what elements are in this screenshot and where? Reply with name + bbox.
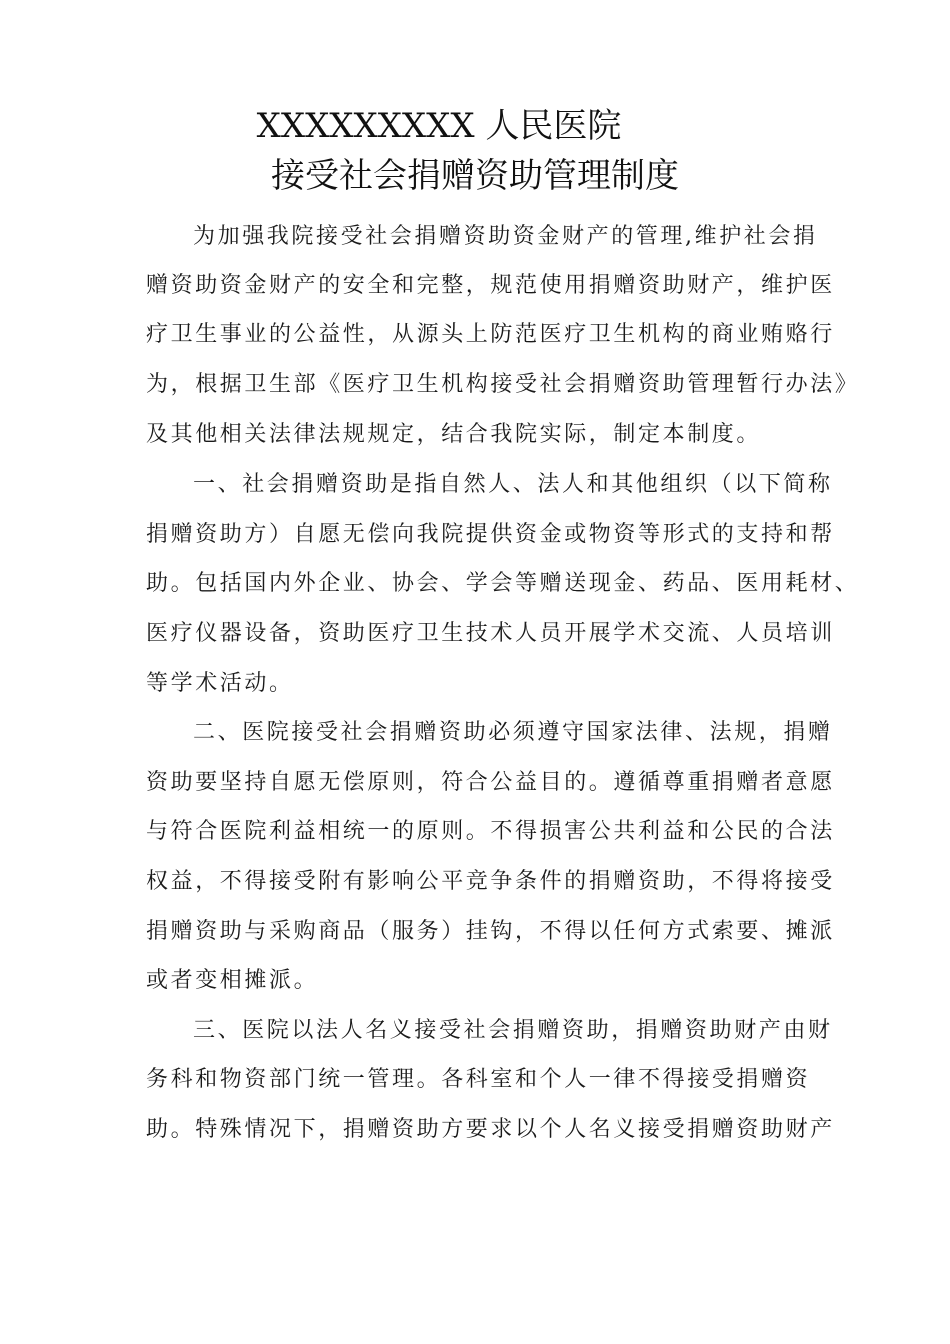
paragraph-article2-line: 捐赠资助与采购商品（服务）挂钩，不得以任何方式索要、摊派 xyxy=(146,919,835,944)
paragraph-article2-line: 资助要坚持自愿无偿原则，符合公益目的。遵循尊重捐赠者意愿 xyxy=(146,770,835,795)
paragraph-intro-line: 赠资助资金财产的安全和完整，规范使用捐赠资助财产，维护医 xyxy=(146,273,835,298)
paragraph-article1-line: 捐赠资助方）自愿无偿向我院提供资金或物资等形式的支持和帮 xyxy=(146,522,835,547)
paragraph-article1-line: 医疗仪器设备，资助医疗卫生技术人员开展学术交流、人员培训 xyxy=(146,621,835,646)
document-title-line1: XXXXXXXXX 人民医院 xyxy=(256,106,622,146)
paragraph-article2-line: 二、医院接受社会捐赠资助必须遵守国家法律、法规，捐赠 xyxy=(193,720,833,745)
paragraph-intro-line: 及其他相关法律法规规定，结合我院实际，制定本制度。 xyxy=(146,422,762,447)
paragraph-article3-line: 三、医院以法人名义接受社会捐赠资助，捐赠资助财产由财 xyxy=(193,1018,833,1043)
paragraph-article2-line: 与符合医院利益相统一的原则。不得损害公共利益和公民的合法 xyxy=(146,819,835,844)
paragraph-article1-line: 等学术活动。 xyxy=(146,671,294,696)
paragraph-article2-line: 或者变相摊派。 xyxy=(146,968,319,993)
paragraph-article2-line: 权益，不得接受附有影响公平竞争条件的捐赠资助，不得将接受 xyxy=(146,869,835,894)
document-title-line2: 接受社会捐赠资助管理制度 xyxy=(271,156,679,196)
paragraph-intro-line: 为，根据卫生部《医疗卫生机构接受社会捐赠资助管理暂行办法》 xyxy=(146,372,860,397)
paragraph-article3-line: 助。特殊情况下，捐赠资助方要求以个人名义接受捐赠资助财产 xyxy=(146,1117,835,1142)
paragraph-article3-line: 务科和物资部门统一管理。各科室和个人一律不得接受捐赠资 xyxy=(146,1067,811,1092)
paragraph-intro-line: 疗卫生事业的公益性，从源头上防范医疗卫生机构的商业贿赂行 xyxy=(146,322,835,347)
paragraph-article1-line: 助。包括国内外企业、协会、学会等赠送现金、药品、医用耗材、 xyxy=(146,571,860,596)
paragraph-intro-line: 为加强我院接受社会捐赠资助资金财产的管理,维护社会捐 xyxy=(193,224,818,249)
paragraph-article1-line: 一、社会捐赠资助是指自然人、法人和其他组织（以下简称 xyxy=(193,472,833,497)
